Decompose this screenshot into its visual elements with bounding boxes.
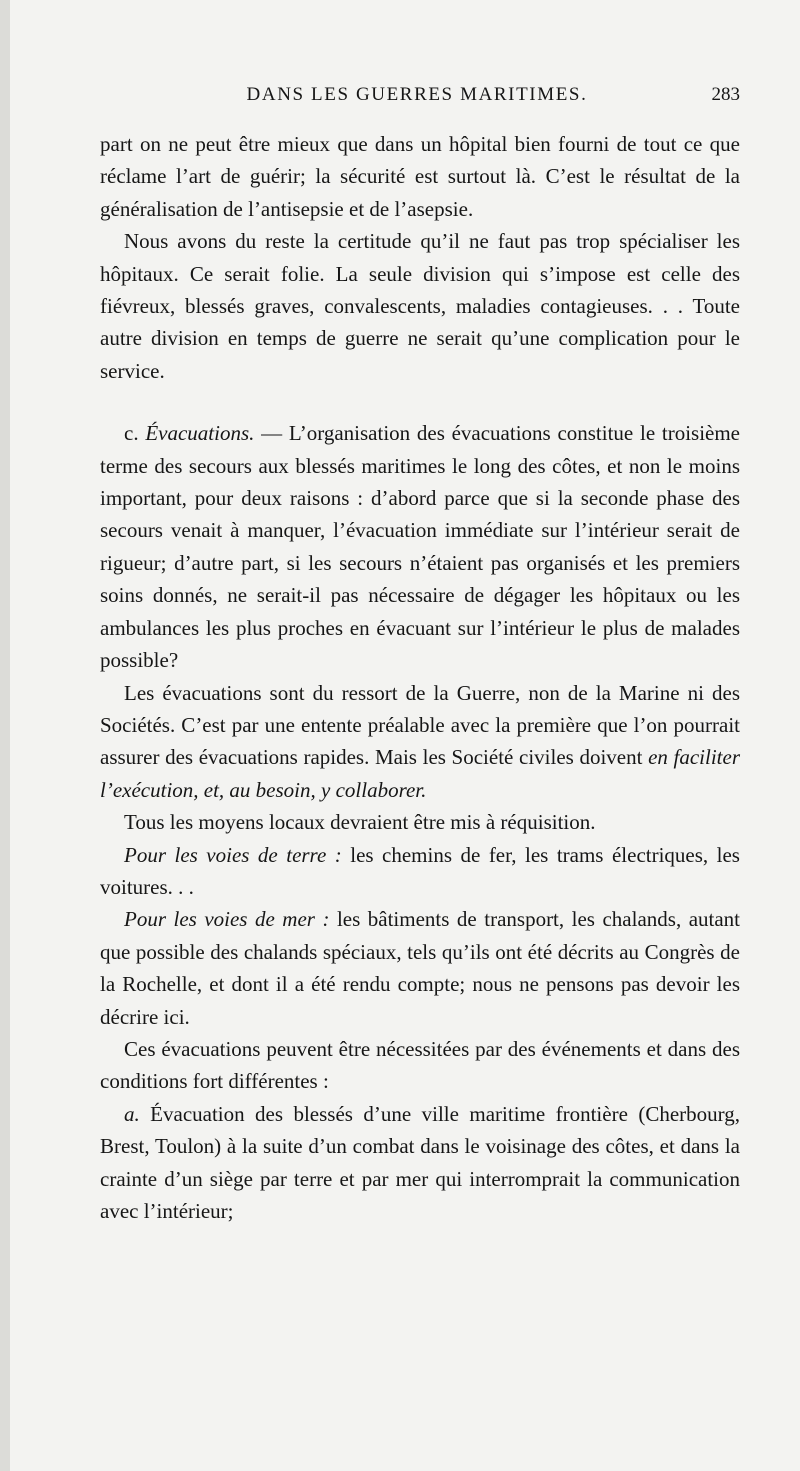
paragraph-4 xyxy=(100,677,740,807)
section-title: Évacuations. xyxy=(145,421,255,446)
paragraph-4-italic: en faciliter l’exécution, et, au besoin, y collaborer. xyxy=(100,745,740,802)
paragraph-7-italic: Pour les voies de mer : xyxy=(124,907,330,932)
page-header xyxy=(94,84,740,118)
paragraph-6-italic: Pour les voies de terre : xyxy=(124,842,342,867)
paragraph-2: Nous avons du reste la certitude qu’il ne faut pas trop spécialiser les hôpitaux. Ce serait folie. La seule division qui s’impose est celle des fiévreux, blessés graves, convalescents, maladies contagieuses. . . Toute autre division en temps de guerre ne serait qu’une complication pour le service. xyxy=(100,229,740,383)
section-label: c. xyxy=(124,421,139,446)
paragraph-4-text: Les évacuations sont du ressort de la Guerre, non de la Marine ni des Sociétés. C’est par une entente préalable avec la première que l’on pourrait assurer des évacuations rapides. Mais les Société civiles doivent xyxy=(100,680,740,770)
paragraph-8: Ces évacuations peuvent être nécessitées par des événements et dans des conditions fort différentes : xyxy=(100,1036,740,1094)
page-number: 283 xyxy=(711,84,740,105)
paragraph-6-text: les chemins de fer, les trams électriques, les voitures. . . xyxy=(100,842,740,899)
paragraph-9 xyxy=(100,1098,740,1228)
paragraph-7 xyxy=(100,903,740,1033)
paragraph-6 xyxy=(100,839,740,904)
paragraph-evacuations xyxy=(100,417,740,676)
running-title: DANS LES GUERRES MARITIMES. xyxy=(246,84,588,105)
paragraph-9-label: a. xyxy=(124,1101,140,1126)
paragraph-7-text: les bâtiments de transport, les chalands, autant que possible des chalands spéciaux, tels qu’ils ont été décrits au Congrès de la Rochelle, et dont il a été rendu compte; nous ne pensons pas devoir les décrire ici. xyxy=(100,907,741,1029)
paragraph-5: Tous les moyens locaux devraient être mis à réquisition. xyxy=(124,810,596,835)
paragraph-9-text: Évacuation des blessés d’une ville maritime frontière (Cherbourg, Brest, Toulon) à la suite d’un combat dans le voisinage des côtes, et dans la crainte d’un siège par terre et par mer qui interromprait la communication avec l’intérieur; xyxy=(100,1101,740,1223)
section-text: — L’organisation des évacuations constitue le troisième terme des secours aux blessés maritimes le long des côtes, et non le moins important, pour deux raisons : d’abord parce que si la seconde phase des secours venait à manquer, l’évacuation immédiate sur l’intérieur serait de rigueur; d’autre part, si les secours n’étaient pas organisés et les premiers soins donnés, ne serait-il pas nécessaire de dégager les hôpitaux ou les ambulances les plus proches en évacuant sur l’intérieur le plus de malades possible? xyxy=(100,421,741,673)
paragraph-1: part on ne peut être mieux que dans un hôpital bien fourni de tout ce que réclame l’art de guérir; la sécurité est surtout là. C’est le résultat de la généralisation de l’antisepsie et de l’asepsie. xyxy=(100,132,740,221)
body-text xyxy=(100,128,740,1227)
